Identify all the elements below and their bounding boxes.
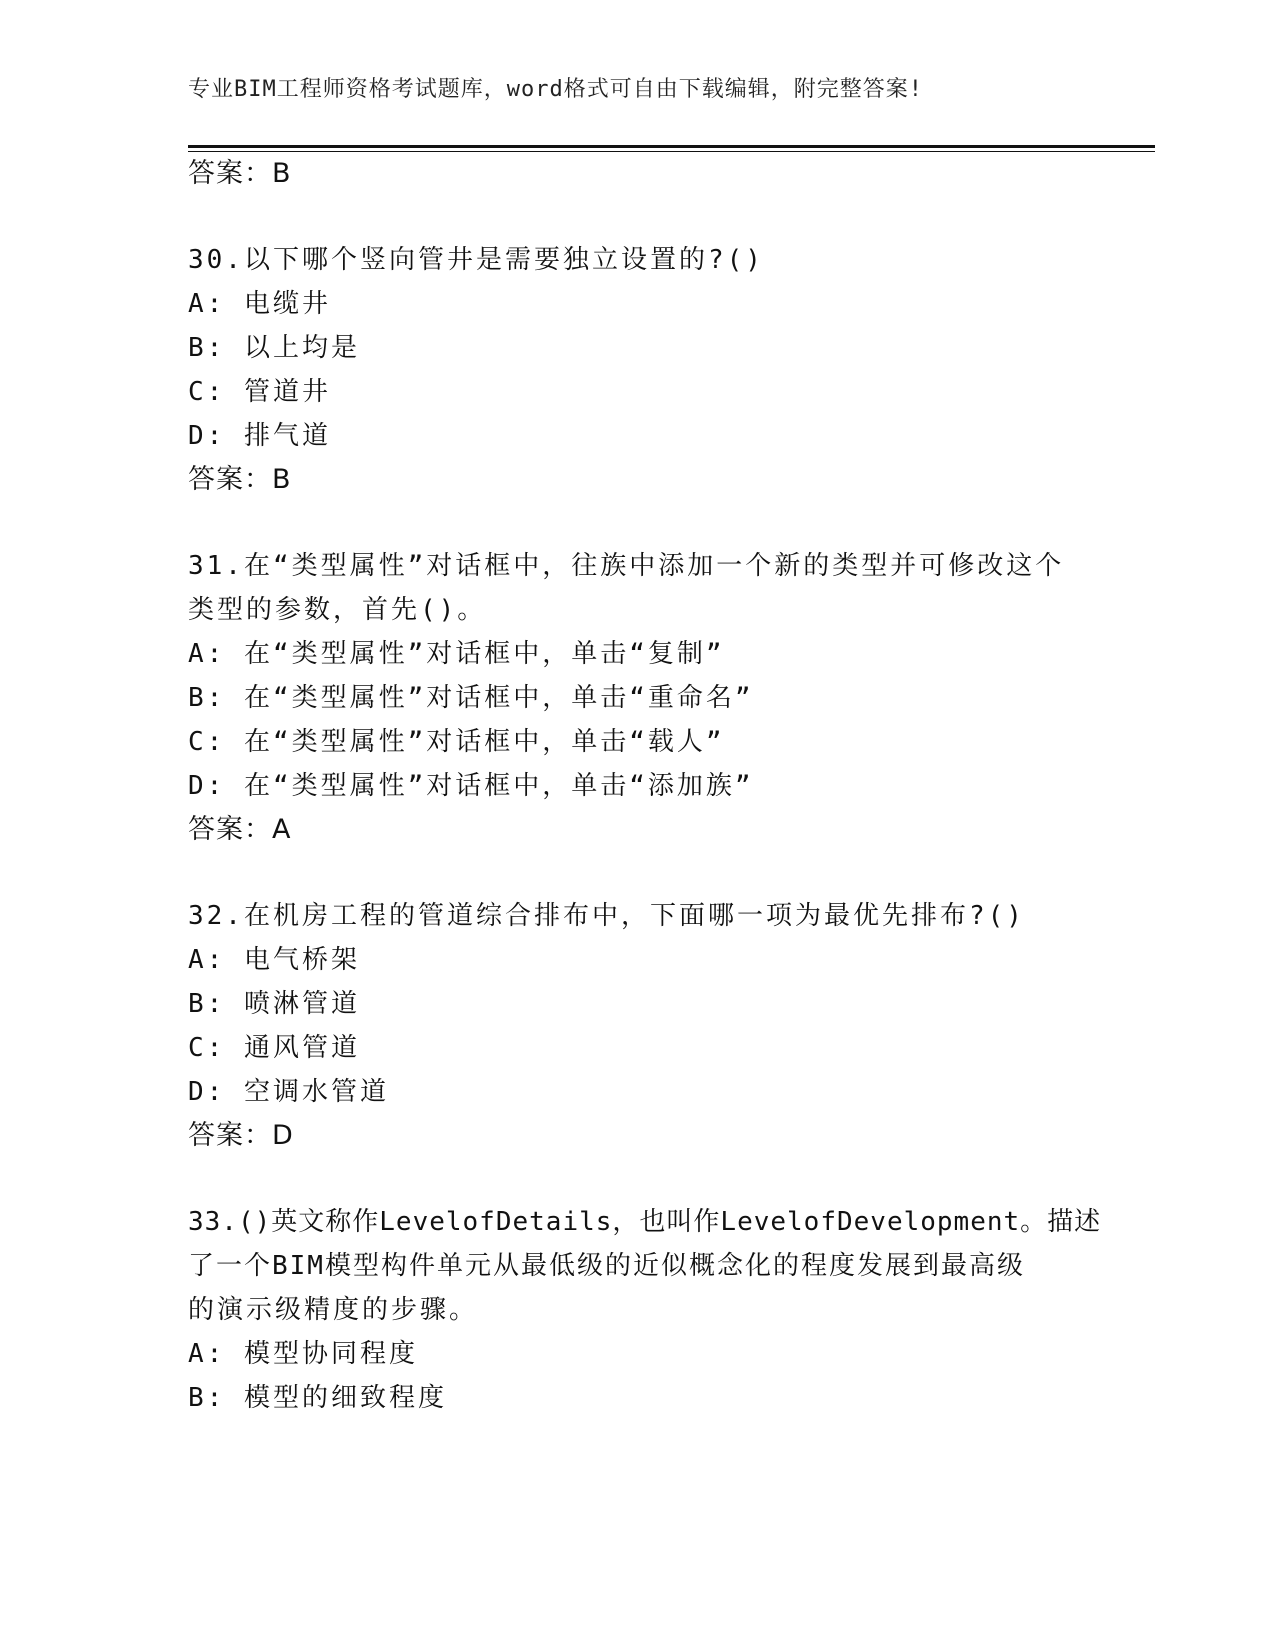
question-31-option-a: A: 在“类型属性”对话框中，单击“复制” xyxy=(188,639,725,669)
question-31-option-d: D: 在“类型属性”对话框中，单击“添加族” xyxy=(188,771,754,801)
question-32-option-d: D: 空调水管道 xyxy=(188,1077,389,1107)
question-33-stem-line3: 的演示级精度的步骤。 xyxy=(188,1295,479,1325)
question-32-stem: 32.在机房工程的管道综合排布中，下面哪一项为最优先排布?() xyxy=(188,901,1025,931)
answer-q31: 答案：A xyxy=(188,814,292,845)
question-31-stem-line1: 31.在“类型属性”对话框中，往族中添加一个新的类型并可修改这个 xyxy=(188,551,1065,581)
question-30-option-d: D: 排气道 xyxy=(188,421,331,451)
answer-q29: 答案：B xyxy=(188,158,292,189)
question-31-stem-line2: 类型的参数，首先()。 xyxy=(188,595,487,625)
question-30-option-a: A: 电缆井 xyxy=(188,289,331,319)
header-divider-thick xyxy=(188,145,1155,148)
question-33-stem-line1: 33.()英文称作LevelofDetails，也叫作LevelofDevelopment。描述 xyxy=(188,1207,1102,1237)
question-30-stem: 30.以下哪个竖向管井是需要独立设置的?() xyxy=(188,245,764,275)
answer-q30: 答案：B xyxy=(188,464,292,495)
answer-q32: 答案：D xyxy=(188,1120,294,1151)
question-32-option-b: B: 喷淋管道 xyxy=(188,989,360,1019)
question-31-option-b: B: 在“类型属性”对话框中，单击“重命名” xyxy=(188,683,754,713)
page-header: 专业BIM工程师资格考试题库，word格式可自由下载编辑，附完整答案! xyxy=(188,77,923,102)
question-32-option-a: A: 电气桥架 xyxy=(188,945,360,975)
question-33-stem-line2: 了一个BIM模型构件单元从最低级的近似概念化的程度发展到最高级 xyxy=(188,1251,1025,1281)
question-30-option-c: C: 管道井 xyxy=(188,377,331,407)
header-divider-thin xyxy=(188,151,1155,152)
question-30-option-b: B: 以上均是 xyxy=(188,333,360,363)
question-32-option-c: C: 通风管道 xyxy=(188,1033,360,1063)
question-33-option-b: B: 模型的细致程度 xyxy=(188,1383,447,1413)
question-31-option-c: C: 在“类型属性”对话框中，单击“载人” xyxy=(188,727,725,757)
question-33-option-a: A: 模型协同程度 xyxy=(188,1339,418,1369)
